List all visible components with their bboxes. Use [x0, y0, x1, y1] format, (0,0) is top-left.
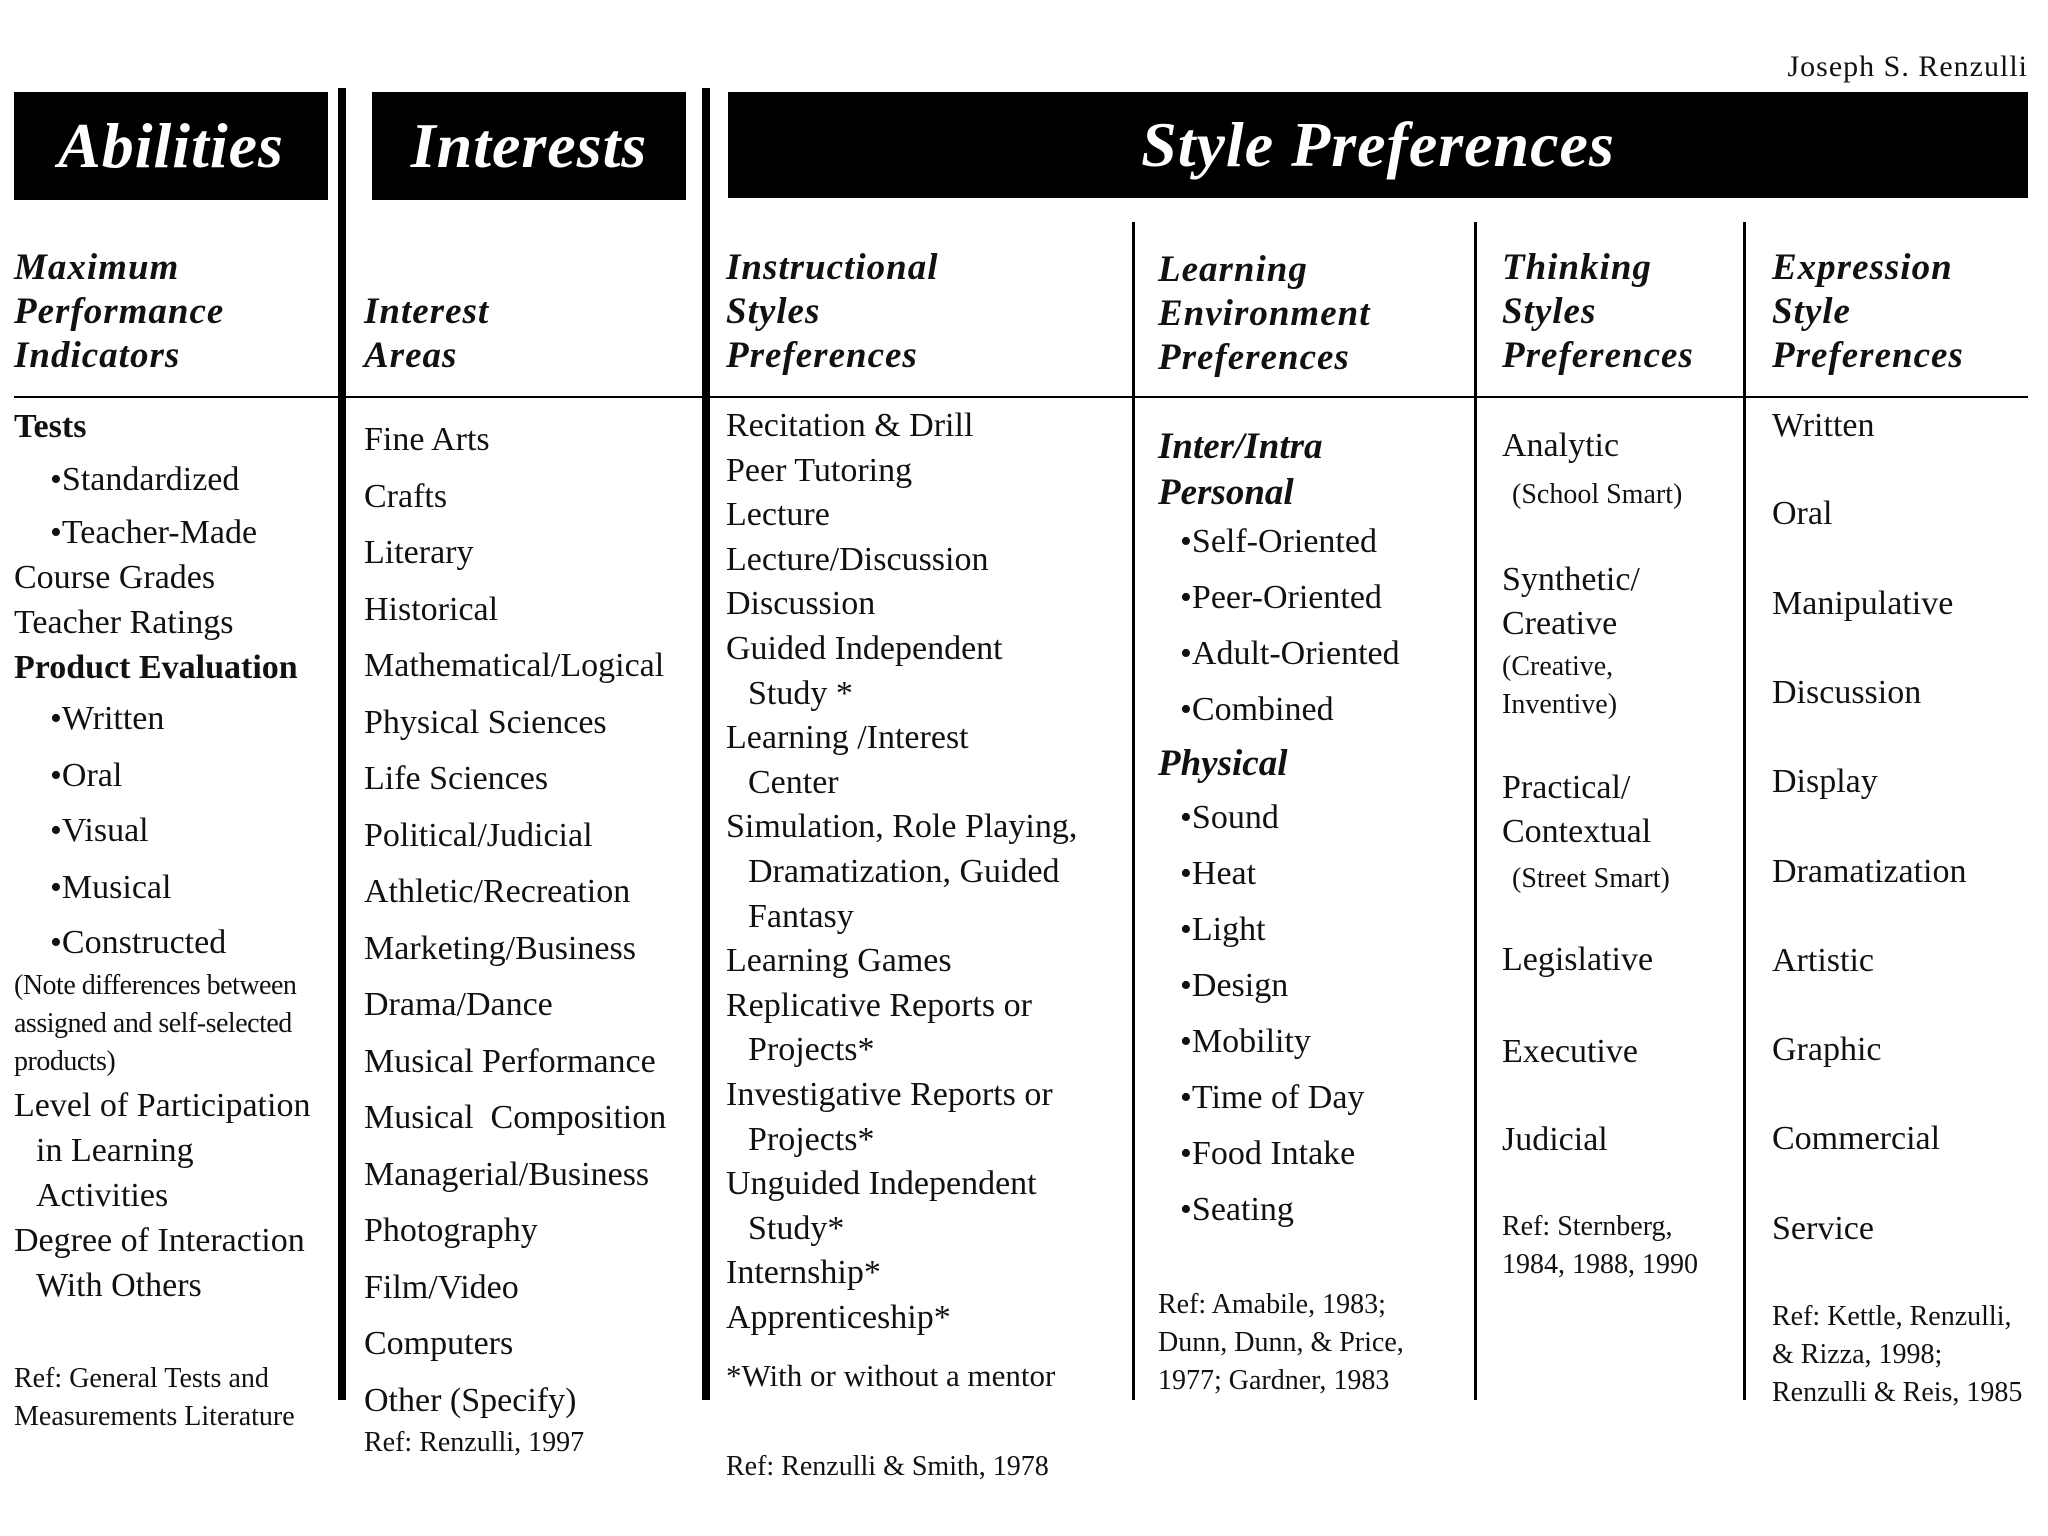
- expression-item: Graphic: [1772, 1031, 1882, 1068]
- interest-item: Musical Performance: [364, 1042, 656, 1080]
- instructional-item: Replicative Reports or: [726, 986, 1032, 1024]
- instructional-item: Internship*: [726, 1254, 881, 1292]
- learning-item: •Design: [1180, 967, 1289, 1004]
- ref-line: Ref: General Tests and: [14, 1363, 269, 1394]
- note-line: assigned and self-selected: [14, 1008, 292, 1039]
- instructional-mentor-note: *With or without a mentor: [726, 1358, 1056, 1394]
- subhead-line: Learning: [1158, 249, 1308, 290]
- subhead-learning-environment: [1158, 248, 1371, 380]
- instructional-item: Guided Independent: [726, 629, 1003, 667]
- ref-line: Renzulli & Reis, 1985: [1772, 1377, 2023, 1408]
- abilities-item: •Teacher-Made: [50, 514, 258, 551]
- thinking-school-smart: (School Smart): [1512, 479, 1683, 510]
- divider-thinking-expression: [1743, 222, 1746, 1400]
- subhead-line: Maximum: [14, 247, 180, 288]
- subhead-line: Preferences: [1772, 335, 1964, 376]
- thinking-line: Practical/: [1502, 769, 1631, 806]
- abilities-ref: [14, 1360, 295, 1436]
- expression-ref: [1772, 1298, 2022, 1412]
- instructional-item: Projects*: [748, 1120, 875, 1158]
- instructional-item: Recitation & Drill: [726, 407, 974, 444]
- subhead-line: Areas: [364, 335, 458, 376]
- learning-item: •Sound: [1180, 799, 1279, 836]
- interest-item: Political/Judicial: [364, 816, 593, 854]
- subhead-line: Instructional: [726, 247, 939, 288]
- expression-item: Commercial: [1772, 1120, 1941, 1157]
- thinking-line: Contextual: [1502, 813, 1652, 850]
- instructional-item: Study *: [748, 674, 853, 712]
- interest-item: Fine Arts: [364, 421, 490, 458]
- learning-item: •Self-Oriented: [1180, 523, 1377, 560]
- learning-item: •Combined: [1180, 691, 1334, 728]
- abilities-item: •Standardized: [50, 461, 240, 498]
- instructional-item: Learning Games: [726, 942, 952, 980]
- author-credit: Joseph S. Renzulli: [1787, 50, 2028, 83]
- abilities-item: With Others: [36, 1267, 202, 1304]
- thinking-ref: [1502, 1208, 1698, 1284]
- interest-item: Photography: [364, 1212, 538, 1249]
- divider-learning-thinking: [1474, 222, 1477, 1400]
- learning-column: [1158, 424, 1400, 1232]
- interest-item: Life Sciences: [364, 760, 549, 797]
- instructional-column: [726, 404, 1077, 1399]
- expression-item: Display: [1772, 763, 1878, 800]
- abilities-item: Degree of Interaction: [14, 1222, 305, 1259]
- instructional-item: Dramatization, Guided: [748, 852, 1060, 890]
- subhead-expression-style: [1772, 246, 1964, 378]
- learning-item: •Mobility: [1180, 1023, 1311, 1060]
- ref-line: Measurements Literature: [14, 1401, 295, 1432]
- subhead-max-performance: [14, 246, 224, 378]
- thinking-creative-note: [1502, 648, 1617, 724]
- note-line: (Note differences between: [14, 970, 297, 1001]
- instructional-item: Lecture/Discussion: [726, 540, 989, 578]
- thinking-legislative: Legislative: [1502, 941, 1654, 978]
- banner-abilities: Abilities: [14, 92, 328, 200]
- thinking-street-smart: (Street Smart): [1512, 863, 1670, 894]
- subhead-line: Thinking: [1502, 247, 1652, 288]
- subhead-line: Indicators: [14, 335, 181, 376]
- interests-column: [364, 412, 666, 1429]
- abilities-column: [14, 404, 334, 1308]
- heading-line: Inter/Intra: [1158, 426, 1323, 467]
- subhead-line: Preferences: [726, 335, 918, 376]
- abilities-item: Teacher Ratings: [14, 604, 234, 641]
- instructional-item: Center: [748, 763, 839, 801]
- abilities-item: Level of Participation: [14, 1087, 311, 1124]
- thinking-executive: Executive: [1502, 1033, 1638, 1070]
- divider-instructional-learning: [1132, 222, 1135, 1400]
- interests-ref: Ref: Renzulli, 1997: [364, 1427, 585, 1458]
- interest-item: Musical Composition: [364, 1099, 667, 1136]
- learning-physical-heading: Physical: [1158, 743, 1288, 784]
- interest-item: Film/Video: [364, 1268, 519, 1306]
- thinking-practical: [1502, 766, 1651, 854]
- expression-item: Service: [1772, 1210, 1874, 1247]
- thinking-line: Creative: [1502, 605, 1618, 642]
- subhead-line: Expression: [1772, 247, 1953, 288]
- abilities-item: Activities: [36, 1177, 169, 1214]
- learning-item: •Adult-Oriented: [1180, 635, 1400, 672]
- expression-column: [1772, 404, 1966, 1251]
- subhead-rule: [14, 396, 2028, 398]
- expression-item: Artistic: [1772, 942, 1874, 979]
- interest-item: Marketing/Business: [364, 929, 636, 967]
- subhead-line: Style: [1772, 291, 1851, 332]
- interest-item: Computers: [364, 1325, 514, 1362]
- learning-item: •Light: [1180, 911, 1266, 948]
- interest-item: Mathematical/Logical: [364, 647, 665, 684]
- instructional-item: Investigative Reports or: [726, 1075, 1053, 1113]
- interest-item: Crafts: [364, 477, 448, 515]
- divider-interests-style: [702, 88, 710, 1400]
- learning-item: •Peer-Oriented: [1180, 579, 1382, 616]
- instructional-item: Learning /Interest: [726, 719, 969, 757]
- ref-line: 1984, 1988, 1990: [1502, 1249, 1698, 1280]
- thinking-analytic: Analytic: [1502, 427, 1620, 464]
- learning-item: •Seating: [1180, 1191, 1294, 1228]
- thinking-line: Synthetic/: [1502, 561, 1640, 598]
- abilities-item: •Visual: [50, 812, 149, 849]
- abilities-item: •Written: [50, 700, 165, 737]
- ref-line: Ref: Kettle, Renzulli,: [1772, 1301, 2012, 1332]
- instructional-item: Lecture: [726, 496, 830, 534]
- abilities-item: •Oral: [50, 757, 123, 794]
- abilities-item: •Constructed: [50, 924, 227, 961]
- subhead-line: Preferences: [1158, 337, 1350, 378]
- thinking-judicial: Judicial: [1502, 1121, 1608, 1158]
- ref-line: Dunn, Dunn, & Price,: [1158, 1327, 1404, 1358]
- instructional-item: Study*: [748, 1209, 845, 1247]
- subhead-line: Performance: [14, 291, 225, 332]
- ref-line: 1977; Gardner, 1983: [1158, 1365, 1390, 1396]
- learning-interintra-heading: [1158, 424, 1400, 516]
- subhead-line: Styles: [1502, 291, 1597, 332]
- subhead-line: Interest: [364, 291, 490, 332]
- learning-ref: [1158, 1286, 1404, 1400]
- abilities-product-evaluation: Product Evaluation: [14, 649, 298, 686]
- divider-abilities-interests: [338, 88, 346, 1400]
- ref-line: & Rizza, 1998;: [1772, 1339, 1943, 1370]
- instructional-item: Discussion: [726, 585, 876, 623]
- instructional-item: Projects*: [748, 1031, 875, 1069]
- subhead-line: Environment: [1158, 293, 1371, 334]
- instructional-item: Simulation, Role Playing,: [726, 808, 1078, 846]
- instructional-item: Unguided Independent: [726, 1165, 1037, 1203]
- abilities-item: Course Grades: [14, 559, 216, 596]
- note-line: products): [14, 1046, 116, 1077]
- expression-item: Dramatization: [1772, 853, 1967, 890]
- expression-item: Written: [1772, 407, 1875, 444]
- banner-interests: Interests: [372, 92, 686, 200]
- instructional-item: Fantasy: [748, 897, 854, 935]
- thinking-line: (Creative,: [1502, 651, 1614, 682]
- subhead-interest-areas: [364, 290, 489, 378]
- interest-item: Managerial/Business: [364, 1155, 650, 1193]
- ref-line: Ref: Sternberg,: [1502, 1211, 1673, 1242]
- interest-item: Physical Sciences: [364, 703, 607, 741]
- abilities-item: in Learning: [36, 1132, 194, 1169]
- thinking-synthetic: [1502, 558, 1640, 646]
- instructional-item: Peer Tutoring: [726, 451, 913, 489]
- expression-item: Oral: [1772, 495, 1833, 532]
- interest-item: Historical: [364, 590, 499, 628]
- interest-item: Athletic/Recreation: [364, 873, 631, 910]
- subhead-line: Styles: [726, 291, 821, 332]
- banner-style-preferences: Style Preferences: [728, 92, 2028, 198]
- expression-item: Discussion: [1772, 674, 1922, 711]
- thinking-line: Inventive): [1502, 689, 1618, 720]
- abilities-tests: Tests: [14, 408, 87, 445]
- subhead-thinking-styles: [1502, 246, 1694, 378]
- subhead-instructional: [726, 246, 938, 378]
- interest-item: Drama/Dance: [364, 986, 553, 1023]
- expression-item: Manipulative: [1772, 585, 1954, 622]
- instructional-ref: Ref: Renzulli & Smith, 1978: [726, 1451, 1049, 1482]
- interest-item: Literary: [364, 534, 474, 571]
- heading-line: Personal: [1158, 472, 1294, 513]
- subhead-line: Preferences: [1502, 335, 1694, 376]
- learning-item: •Time of Day: [1180, 1079, 1365, 1116]
- abilities-note: [14, 967, 334, 1081]
- ref-line: Ref: Amabile, 1983;: [1158, 1289, 1386, 1320]
- learning-item: •Heat: [1180, 855, 1257, 892]
- interest-item: Other (Specify): [364, 1381, 577, 1419]
- instructional-item: Apprenticeship*: [726, 1298, 951, 1336]
- abilities-item: •Musical: [50, 869, 172, 906]
- learning-item: •Food Intake: [1180, 1135, 1356, 1172]
